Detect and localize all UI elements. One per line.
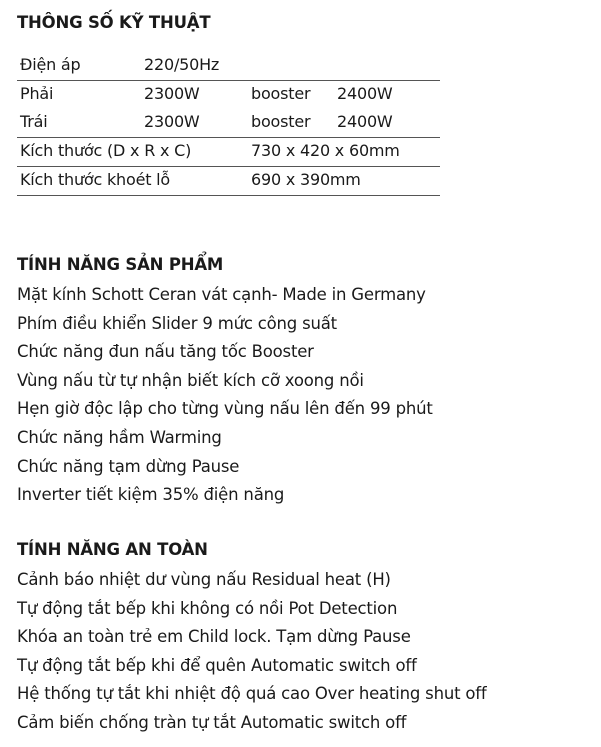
list-item: Vùng nấu từ tự nhận biết kích cỡ xoong nồi <box>17 370 364 390</box>
list-item: Tự động tắt bếp khi để quên Automatic switch off <box>17 655 417 675</box>
spec-extra-label: booster <box>251 84 311 103</box>
list-item: Chức năng tạm dừng Pause <box>17 456 240 476</box>
spec-row-right <box>17 81 440 109</box>
specs-heading: THÔNG SỐ KỸ THUẬT <box>17 13 211 32</box>
spec-value: 690 x 390mm <box>251 170 361 189</box>
list-item: Cảnh báo nhiệt dư vùng nấu Residual heat (H) <box>17 570 391 589</box>
list-item: Inverter tiết kiệm 35% điện năng <box>17 485 285 505</box>
spec-value: 220/50Hz <box>144 55 220 74</box>
spec-row-left <box>17 109 440 138</box>
list-item: Tự động tắt bếp khi không có nồi Pot Detection <box>17 598 398 618</box>
spec-label: Trái <box>20 112 48 131</box>
list-item: Hẹn giờ độc lập cho từng vùng nấu lên đến 99 phút <box>17 399 433 419</box>
spec-row-dimensions <box>17 138 440 167</box>
list-item: Chức năng đun nấu tăng tốc Booster <box>17 342 314 362</box>
spec-extra-value: 2400W <box>337 84 393 103</box>
spec-label: Kích thước (D x R x C) <box>20 141 192 160</box>
spec-label: Phải <box>20 84 54 103</box>
list-item: Khóa an toàn trẻ em Child lock. Tạm dừng Pause <box>17 627 411 647</box>
specs-table <box>17 52 440 196</box>
list-item: Cảm biến chống tràn tự tắt Automatic switch off <box>17 712 407 732</box>
safety-heading: TÍNH NĂNG AN TOÀN <box>17 540 208 559</box>
spec-value: 730 x 420 x 60mm <box>251 141 400 160</box>
spec-row-voltage <box>17 52 440 81</box>
safety-list <box>17 566 487 738</box>
spec-extra-value: 2400W <box>337 112 393 131</box>
features-list <box>17 281 433 510</box>
spec-row-cutout <box>17 167 440 196</box>
list-item: Hệ thống tự tắt khi nhiệt độ quá cao Over heating shut off <box>17 684 487 704</box>
spec-label: Điện áp <box>20 55 81 74</box>
spec-label: Kích thước khoét lỗ <box>20 170 171 189</box>
features-heading: TÍNH NĂNG SẢN PHẨM <box>17 255 224 274</box>
list-item: Mặt kính Schott Ceran vát cạnh- Made in Germany <box>17 285 426 304</box>
list-item: Phím điều khiển Slider 9 mức công suất <box>17 313 337 333</box>
spec-value: 2300W <box>144 112 200 131</box>
spec-value: 2300W <box>144 84 200 103</box>
spec-extra-label: booster <box>251 112 311 131</box>
list-item: Chức năng hầm Warming <box>17 427 222 447</box>
